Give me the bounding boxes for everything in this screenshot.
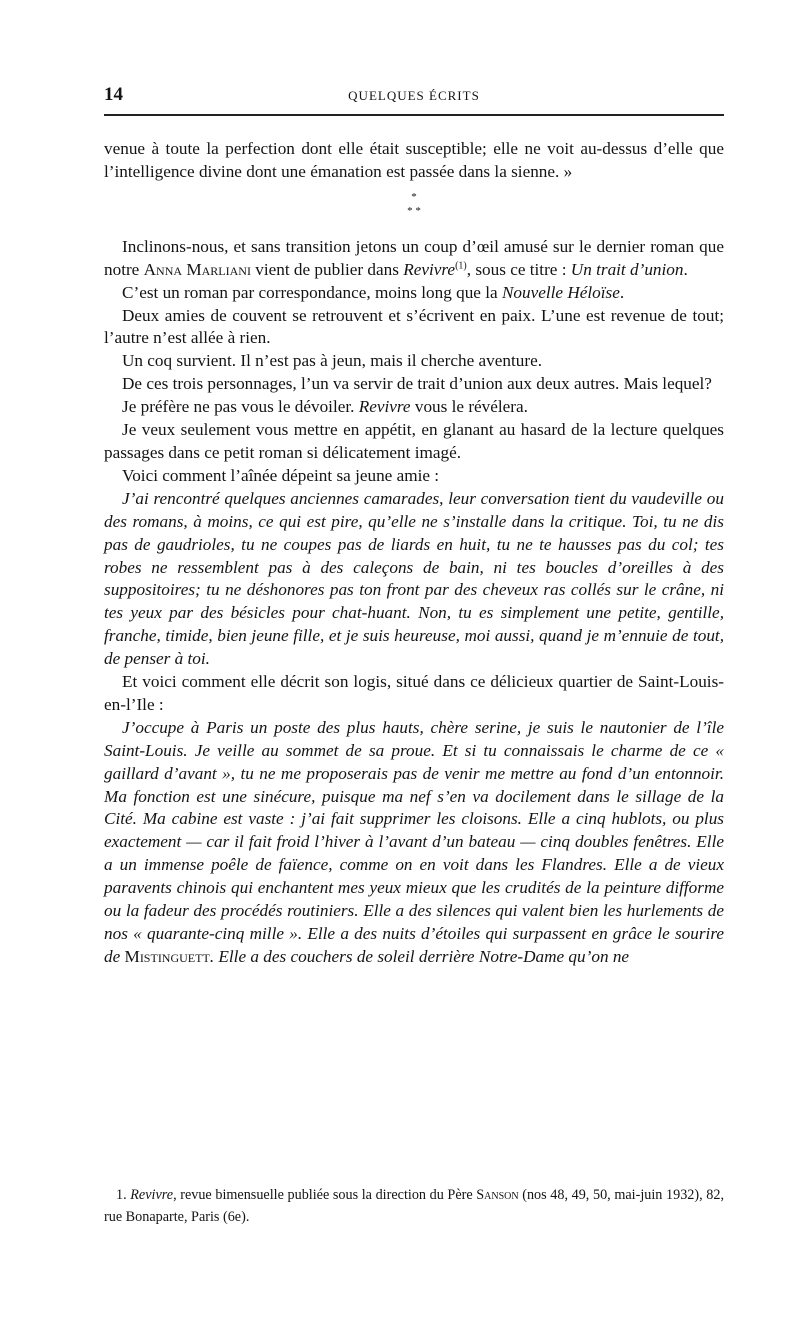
paragraph: Un coq survient. Il n’est pas à jeun, mais il cherche aventure. xyxy=(122,351,542,371)
text-run: vous le révélera. xyxy=(410,397,528,417)
text-run: vient de publier dans xyxy=(250,259,404,279)
footnote-ref[interactable]: (1) xyxy=(455,259,467,271)
text-run: . Elle a des couchers de soleil derrière Notre-Dame qu’on ne xyxy=(209,946,630,966)
text-run: , sous ce titre : xyxy=(466,259,571,279)
author-name: Anna Marliani xyxy=(143,259,251,279)
paragraph: Je veux seulement vous mettre en appétit, en glanant au hasard de la lecture quelques passages dans ce petit roman si délicatement imagé. xyxy=(104,420,724,462)
text-run: , revue bimensuelle publiée sous la direction du Père xyxy=(173,1187,477,1203)
journal-title: Revivre xyxy=(358,397,411,417)
paragraph: De ces trois personnages, l’un va servir de trait d’union aux deux autres. Mais lequel? xyxy=(122,374,712,394)
text-run: Inclinons-nous, et sans transition jetons un coup d’œil amusé sur le dernier roman que notre xyxy=(104,236,724,279)
text-run: . xyxy=(683,259,688,279)
quotation xyxy=(104,717,724,969)
paragraph xyxy=(104,282,724,305)
footnote-number: 1. xyxy=(116,1187,127,1203)
page-header xyxy=(104,84,724,112)
journal-title: Revivre xyxy=(403,259,456,279)
body-text xyxy=(104,138,724,969)
page-number: 14 xyxy=(104,84,123,105)
text-run: . xyxy=(619,282,625,302)
asterism-top: * xyxy=(411,190,417,203)
text-run: J’occupe à Paris un poste des plus hauts, chère serine, je suis le nautonier de l’île Saint-Louis. Je veille au sommet de sa proue. Et si tu connaissais le charme de ce « gaillard d’avant », tu ne me proposerais pas de venir me mettre au fond d’un entonnoir. Ma fonction est une sinécure, puisque ma nef s’en va docilement dans le sillage de la Cité. Ma cabine est vaste : j’ai fait supprimer les cloisons. Elle a cinq hublots, ou plus exactement — car il fait froid l’hiver à l’avant d’un bateau — cinq doubles fenêtres. Elle a un immense poêle de faïence, comme on en voit dans les Flandres. Elle a de vieux paravents chinois qui enchantent mes yeux mieux que les crudités de la peinture difforme ou la fadeur des procédés routiniers. Elle a des silences qui valent bien les hurlements de nos « quarante-cinq mille ». Elle a des nuits d’étoiles qui surpassent en grâce le sourire de xyxy=(104,717,724,966)
paragraph: Deux amies de couvent se retrouvent et s’écrivent en paix. L’une est revenue de tout; l’autre n’est allée à rien. xyxy=(104,305,724,348)
footnote xyxy=(104,1184,724,1228)
header-rule xyxy=(104,114,724,116)
director-name: Sanson xyxy=(476,1187,519,1203)
novel-title: Un trait d’union xyxy=(570,259,684,279)
paragraph-continuation: venue à toute la perfection dont elle était susceptible; elle ne voit au-dessus d’elle que l’intelligence divine dont une émanation est passée dans la sienne. » xyxy=(104,139,724,181)
footnote-text xyxy=(104,1184,724,1228)
quotation: J’ai rencontré quelques anciennes camarades, leur conversation tient du vaudeville ou des romans, à moins, ce qui est pire, qu’elle ne s’installe dans la critique. Toi, tu ne dis pas de gaudrioles, tu ne coupes pas de liards en huit, tu ne te hausses pas du col; tes robes ne ressemblent pas à des caleçons de bain, ni tes boucles d’oreilles à des suppositoires; tu ne déshonores pas ton front par des cheveux ras collés sur le crâne, ni tes yeux par des bésicles pour chat-huant. Non, tu es simplement une petite, gentille, franche, timide, bien jeune fille, et je suis heureuse, moi aussi, quand je m’ennuie de tout, de penser à toi. xyxy=(104,488,724,669)
running-title: QUELQUES ÉCRITS xyxy=(348,88,480,103)
asterism-bottom: * * xyxy=(407,204,421,217)
paragraph-intro xyxy=(104,236,724,282)
asterism xyxy=(104,184,724,236)
text-run: C’est un roman par correspondance, moins long que la xyxy=(122,282,502,302)
book-title: Nouvelle Héloïse xyxy=(501,282,620,302)
paragraph: Voici comment l’aînée dépeint sa jeune amie : xyxy=(122,465,440,485)
journal-title: Revivre xyxy=(130,1187,174,1203)
paragraph: Et voici comment elle décrit son logis, situé dans ce délicieux quartier de Saint-Louis-en-l’Ile : xyxy=(104,672,724,714)
text-run: (nos 48, 49, 50, mai-juin 1932), 82, rue Bonaparte, Paris (6e). xyxy=(104,1187,725,1225)
text-run: Je préfère ne pas vous le dévoiler. xyxy=(122,397,359,417)
person-name: Mistinguett xyxy=(124,946,210,966)
paragraph xyxy=(104,396,724,419)
